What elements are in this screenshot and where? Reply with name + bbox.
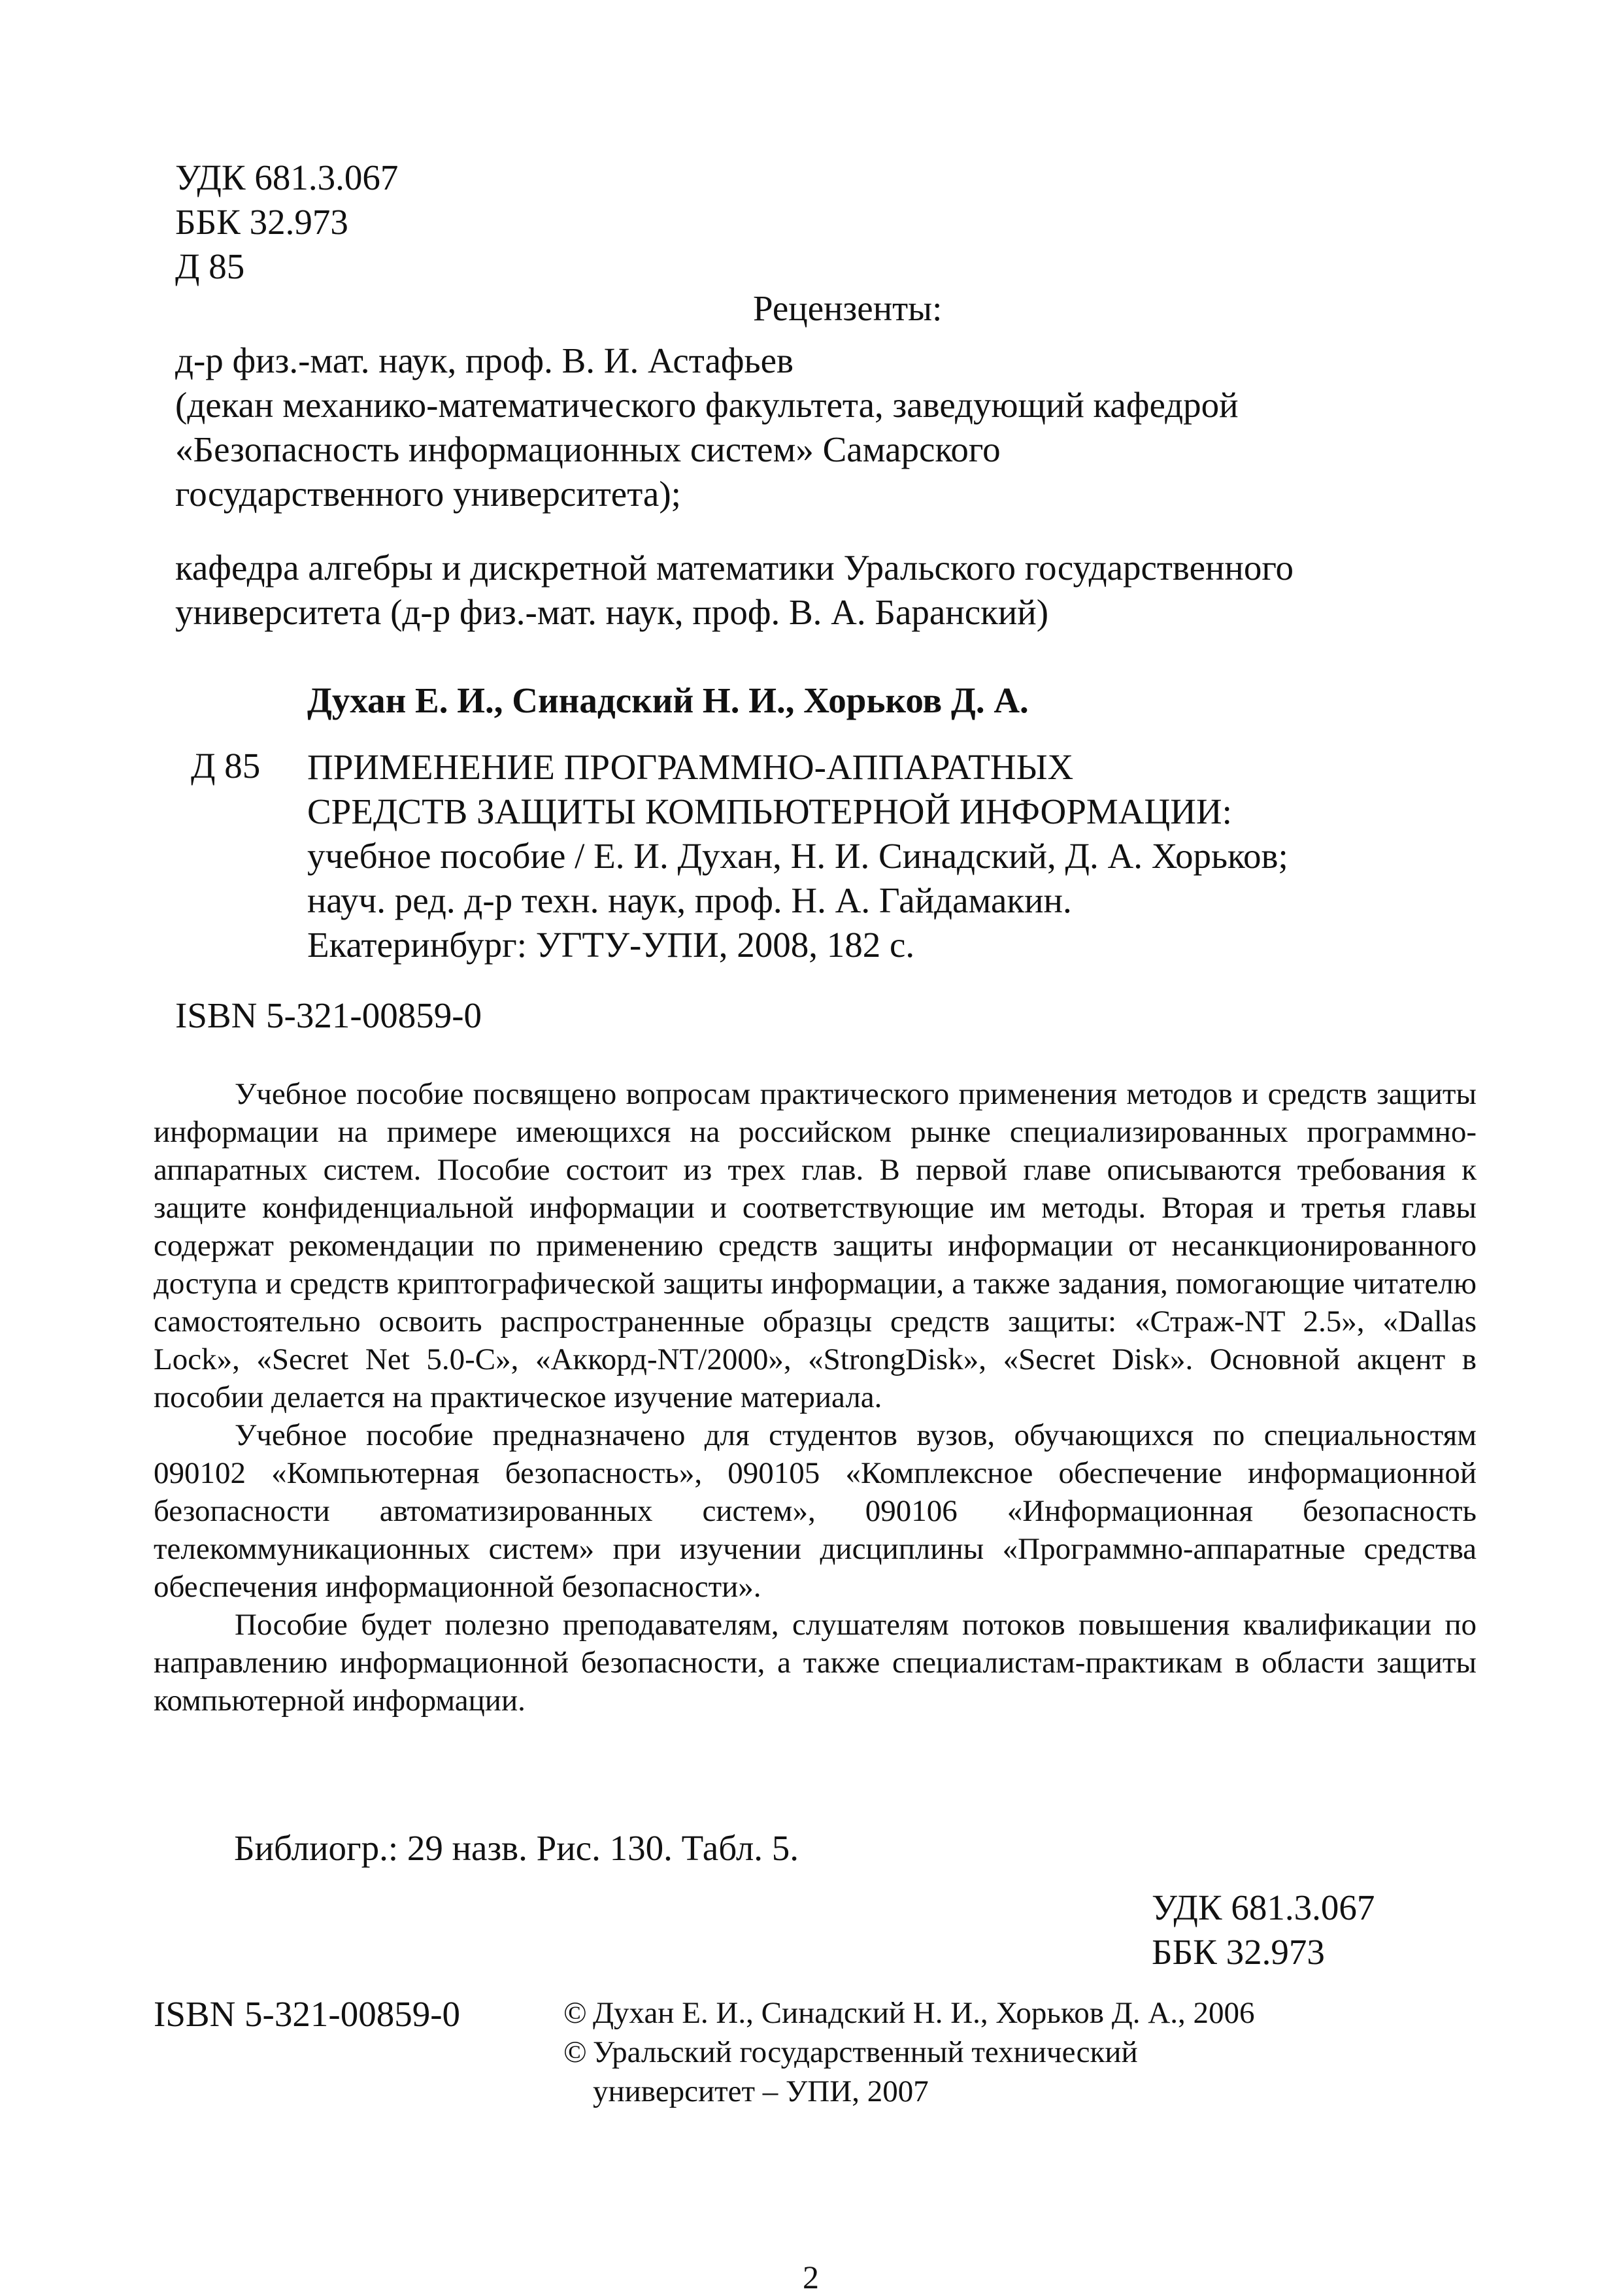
book-authors: Духан Е. И., Синадский Н. И., Хорьков Д. А. xyxy=(307,680,1029,720)
reviewer-2-line: кафедра алгебры и дискретной математики Уральского государственного xyxy=(175,548,1294,588)
copyright-text: Уральский государственный технический xyxy=(593,2035,1138,2069)
book-isbn: ISBN 5-321-00859-0 xyxy=(175,995,482,1035)
copyright-line-1 xyxy=(563,1993,1254,2033)
reviewer-2 xyxy=(175,546,1294,635)
reviewer-1 xyxy=(175,339,1239,516)
book-publication-line: Екатеринбург: УГТУ-УПИ, 2008, 182 с. xyxy=(307,925,915,965)
reviewer-1-line: д-р физ.-мат. наук, проф. В. И. Астафьев xyxy=(175,341,794,380)
abstract-paragraph: Учебное пособие предназначено для студентов вузов, обучающихся по специальностям 090102 «Компьютерная безопасность», 090105 «Комплексное обеспечение информационной безопасности автоматизированных систем», 090106 «Информационная безопасность телекоммуникационных систем» при изучении дисциплины «Программно-аппаратные средства обеспечения информационной безопасности». xyxy=(154,1418,1477,1604)
book-title-line: СРЕДСТВ ЗАЩИТЫ КОМПЬЮТЕРНОЙ ИНФОРМАЦИИ: xyxy=(307,791,1232,831)
reviewers-title: Рецензенты: xyxy=(753,288,943,328)
bibliography-summary: Библиогр.: 29 назв. Рис. 130. Табл. 5. xyxy=(234,1828,799,1868)
copyright-line-3 xyxy=(563,2072,1254,2111)
copyright-icon: © xyxy=(563,1996,587,2030)
reviewer-1-line: (декан механико-математического факультета, заведующий кафедрой xyxy=(175,385,1239,425)
page-number: 2 xyxy=(803,2259,819,2295)
reviewer-1-line: «Безопасность информационных систем» Самарского xyxy=(175,429,1001,469)
copyright-line-2 xyxy=(563,2033,1254,2072)
abstract xyxy=(154,1075,1477,1720)
classification-bottom xyxy=(1152,1886,1375,1974)
bbk-code: ББК 32.973 xyxy=(1152,1932,1325,1972)
book-mark: Д 85 xyxy=(191,746,261,786)
reviewer-2-line: университета (д-р физ.-мат. наук, проф. В. А. Баранский) xyxy=(175,592,1049,632)
copyright-block xyxy=(563,1993,1254,2111)
book-description xyxy=(307,745,1288,967)
udk-code: УДК 681.3.067 xyxy=(1152,1888,1375,1927)
copyright-icon: © xyxy=(563,2035,587,2069)
udk-code: УДК 681.3.067 xyxy=(175,158,399,197)
abstract-paragraph: Пособие будет полезно преподавателям, слушателям потоков повышения квалификации по направлению информационной безопасности, а также специалистам-практикам в области защиты компьютерной информации. xyxy=(154,1608,1477,1718)
footer-isbn: ISBN 5-321-00859-0 xyxy=(154,1994,461,2034)
copyright-text: Духан Е. И., Синадский Н. И., Хорьков Д. А., 2006 xyxy=(593,1996,1255,2030)
book-title-line: ПРИМЕНЕНИЕ ПРОГРАММНО-АППАРАТНЫХ xyxy=(307,747,1074,787)
author-mark: Д 85 xyxy=(175,246,245,286)
book-responsibility-line: учебное пособие / Е. И. Духан, Н. И. Синадский, Д. А. Хорьков; xyxy=(307,836,1288,876)
copyright-text: университет – УПИ, 2007 xyxy=(593,2074,929,2108)
bbk-code: ББК 32.973 xyxy=(175,202,348,242)
abstract-paragraph: Учебное пособие посвящено вопросам практического применения методов и средств защиты информации на примере имеющихся на российском рынке специализированных программно-аппаратных систем. Пособие состоит из трех глав. В первой главе описываются требования к защите конфиденциальной информации и соответствующие им методы. Вторая и третья главы содержат рекомендации по применению средств защиты информации от несанкционированного доступа и средств криптографической защиты информации, а также задания, помогающие читателю самостоятельно освоить распространенные образцы средств защиты: «Страж-NT 2.5», «Dallas Lock», «Secret Net 5.0-C», «Аккорд-NT/2000», «StrongDisk», «Secret Disk». Основной акцент в пособии делается на практическое изучение материала. xyxy=(154,1077,1477,1414)
classification-top xyxy=(175,156,398,289)
reviewer-1-line: государственного университета); xyxy=(175,474,681,514)
book-editor-line: науч. ред. д-р техн. наук, проф. Н. А. Гайдамакин. xyxy=(307,880,1072,920)
